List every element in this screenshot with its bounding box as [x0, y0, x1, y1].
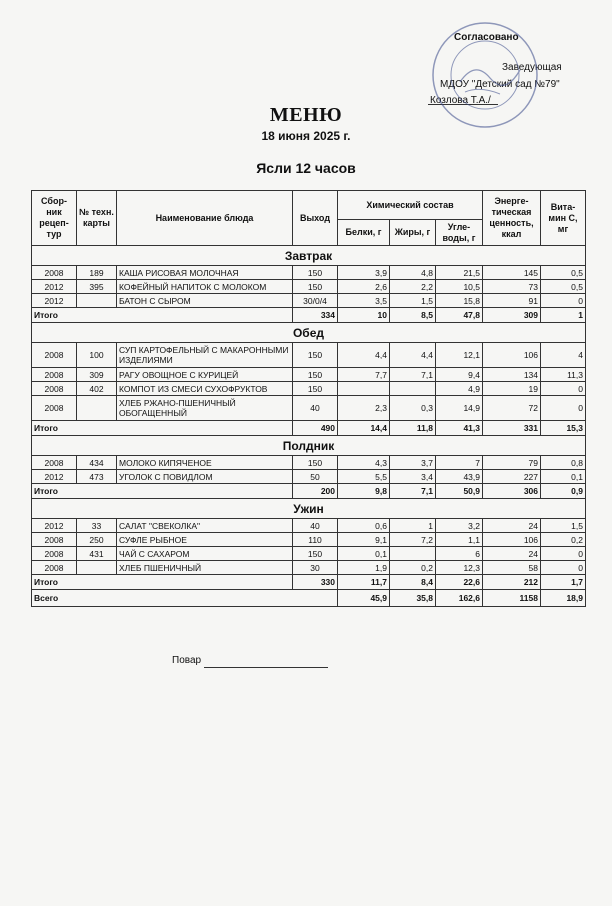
dish-output: 110	[293, 533, 338, 547]
energy-value: 72	[483, 396, 541, 421]
recipe-collection: 2008	[32, 382, 77, 396]
total-energy: 212	[483, 575, 541, 590]
tech-card-number	[77, 396, 117, 421]
grand-total-vitamin: 18,9	[541, 590, 586, 607]
menu-table	[31, 190, 586, 607]
dish-output: 150	[293, 368, 338, 382]
fat-value: 7,1	[390, 368, 436, 382]
dish-output: 30/0/4	[293, 294, 338, 308]
total-carbs: 47,8	[436, 308, 483, 323]
fat-value: 0,3	[390, 396, 436, 421]
dish-output: 150	[293, 547, 338, 561]
vitamin-value: 0	[541, 547, 586, 561]
total-energy: 306	[483, 484, 541, 499]
table-row	[32, 533, 586, 547]
col-energy: Энерге-тическая ценность, ккал	[483, 191, 541, 246]
total-carbs: 41,3	[436, 421, 483, 436]
col-chem: Химический состав	[338, 191, 483, 220]
dish-name: СУФЛЕ РЫБНОЕ	[117, 533, 293, 547]
recipe-collection: 2008	[32, 343, 77, 368]
protein-value: 5,5	[338, 470, 390, 484]
fat-value: 7,2	[390, 533, 436, 547]
table-row	[32, 470, 586, 484]
protein-value: 0,6	[338, 519, 390, 533]
fat-value: 3,7	[390, 456, 436, 470]
protein-value: 2,3	[338, 396, 390, 421]
energy-value: 134	[483, 368, 541, 382]
table-row	[32, 280, 586, 294]
dish-name: РАГУ ОВОЩНОЕ С КУРИЦЕЙ	[117, 368, 293, 382]
energy-value: 227	[483, 470, 541, 484]
total-label: Итого	[32, 484, 293, 499]
recipe-collection: 2012	[32, 470, 77, 484]
dish-output: 150	[293, 382, 338, 396]
recipe-collection: 2008	[32, 456, 77, 470]
protein-value: 1,9	[338, 561, 390, 575]
tech-card-number: 402	[77, 382, 117, 396]
col-fat: Жиры, г	[390, 220, 436, 246]
dish-output: 40	[293, 519, 338, 533]
total-fat: 8,4	[390, 575, 436, 590]
section-header	[32, 246, 586, 266]
total-vitamin: 1,7	[541, 575, 586, 590]
carbs-value: 12,3	[436, 561, 483, 575]
vitamin-value: 0	[541, 382, 586, 396]
tech-card-number: 309	[77, 368, 117, 382]
grand-total-protein: 45,9	[338, 590, 390, 607]
carbs-value: 14,9	[436, 396, 483, 421]
carbs-value: 21,5	[436, 266, 483, 280]
table-row	[32, 547, 586, 561]
energy-value: 19	[483, 382, 541, 396]
energy-value: 24	[483, 547, 541, 561]
fat-value	[390, 547, 436, 561]
vitamin-value: 4	[541, 343, 586, 368]
total-carbs: 50,9	[436, 484, 483, 499]
tech-card-number: 434	[77, 456, 117, 470]
approval-title: Согласовано	[454, 32, 519, 43]
fat-value: 0,2	[390, 561, 436, 575]
fat-value: 2,2	[390, 280, 436, 294]
recipe-collection: 2008	[32, 533, 77, 547]
dish-name: ЧАЙ С САХАРОМ	[117, 547, 293, 561]
section-title: Обед	[32, 323, 586, 343]
carbs-value: 12,1	[436, 343, 483, 368]
fat-value: 3,4	[390, 470, 436, 484]
dish-output: 150	[293, 343, 338, 368]
vitamin-value: 0	[541, 396, 586, 421]
energy-value: 106	[483, 343, 541, 368]
recipe-collection: 2008	[32, 396, 77, 421]
total-label: Итого	[32, 575, 293, 590]
section-title: Полдник	[32, 436, 586, 456]
section-header	[32, 323, 586, 343]
total-output: 200	[293, 484, 338, 499]
carbs-value: 10,5	[436, 280, 483, 294]
grand-total-carbs: 162,6	[436, 590, 483, 607]
total-fat: 7,1	[390, 484, 436, 499]
dish-output: 150	[293, 266, 338, 280]
carbs-value: 9,4	[436, 368, 483, 382]
grand-total-row	[32, 590, 586, 607]
table-row	[32, 561, 586, 575]
carbs-value: 15,8	[436, 294, 483, 308]
tech-card-number: 395	[77, 280, 117, 294]
energy-value: 145	[483, 266, 541, 280]
page-title: МЕНЮ	[269, 104, 343, 126]
total-label: Итого	[32, 421, 293, 436]
section-header	[32, 436, 586, 456]
fat-value: 4,8	[390, 266, 436, 280]
tech-card-number: 33	[77, 519, 117, 533]
protein-value: 4,3	[338, 456, 390, 470]
col-vitamin: Вита-мин С, мг	[541, 191, 586, 246]
cook-signature-line	[204, 667, 328, 668]
protein-value: 3,5	[338, 294, 390, 308]
energy-value: 73	[483, 280, 541, 294]
section-total-row	[32, 308, 586, 323]
total-vitamin: 0,9	[541, 484, 586, 499]
protein-value: 2,6	[338, 280, 390, 294]
total-vitamin: 1	[541, 308, 586, 323]
vitamin-value: 0	[541, 561, 586, 575]
tech-card-number: 100	[77, 343, 117, 368]
vitamin-value: 0	[541, 294, 586, 308]
vitamin-value: 0,2	[541, 533, 586, 547]
dish-name: УГОЛОК С ПОВИДЛОМ	[117, 470, 293, 484]
vitamin-value: 0,1	[541, 470, 586, 484]
menu-date: 18 июня 2025 г.	[261, 129, 351, 143]
tech-card-number: 431	[77, 547, 117, 561]
dish-name: ХЛЕБ РЖАНО-ПШЕНИЧНЫЙ ОБОГАЩЕННЫЙ	[117, 396, 293, 421]
table-row	[32, 456, 586, 470]
cook-label: Повар	[172, 655, 202, 666]
section-total-row	[32, 421, 586, 436]
tech-card-number: 473	[77, 470, 117, 484]
protein-value: 3,9	[338, 266, 390, 280]
dish-output: 150	[293, 280, 338, 294]
tech-card-number	[77, 294, 117, 308]
vitamin-value: 11,3	[541, 368, 586, 382]
total-fat: 11,8	[390, 421, 436, 436]
dish-output: 150	[293, 456, 338, 470]
dish-name: СУП КАРТОФЕЛЬНЫЙ С МАКАРОННЫМИ ИЗДЕЛИЯМИ	[117, 343, 293, 368]
table-row	[32, 382, 586, 396]
protein-value: 4,4	[338, 343, 390, 368]
section-header	[32, 499, 586, 519]
dish-output: 30	[293, 561, 338, 575]
energy-value: 24	[483, 519, 541, 533]
total-energy: 309	[483, 308, 541, 323]
recipe-collection: 2008	[32, 368, 77, 382]
recipe-collection: 2008	[32, 266, 77, 280]
protein-value: 7,7	[338, 368, 390, 382]
energy-value: 91	[483, 294, 541, 308]
carbs-value: 7	[436, 456, 483, 470]
fat-value	[390, 382, 436, 396]
col-collection: Сбор-ник рецеп-тур	[32, 191, 77, 246]
vitamin-value: 0,5	[541, 280, 586, 294]
protein-value: 9,1	[338, 533, 390, 547]
col-output: Выход	[293, 191, 338, 246]
total-label: Итого	[32, 308, 293, 323]
section-title: Ужин	[32, 499, 586, 519]
table-row	[32, 294, 586, 308]
section-total-row	[32, 575, 586, 590]
section-title: Завтрак	[32, 246, 586, 266]
grand-total-energy: 1158	[483, 590, 541, 607]
table-row	[32, 266, 586, 280]
dish-name: КАША РИСОВАЯ МОЛОЧНАЯ	[117, 266, 293, 280]
recipe-collection: 2008	[32, 561, 77, 575]
menu-body	[32, 246, 586, 607]
dish-name: КОФЕЙНЫЙ НАПИТОК С МОЛОКОМ	[117, 280, 293, 294]
vitamin-value: 0,8	[541, 456, 586, 470]
carbs-value: 4,9	[436, 382, 483, 396]
energy-value: 106	[483, 533, 541, 547]
recipe-collection: 2012	[32, 280, 77, 294]
total-protein: 14,4	[338, 421, 390, 436]
fat-value: 1	[390, 519, 436, 533]
approval-position: Заведующая	[502, 62, 562, 73]
col-name: Наименование блюда	[117, 191, 293, 246]
dish-output: 50	[293, 470, 338, 484]
table-row	[32, 368, 586, 382]
col-card: № техн. карты	[77, 191, 117, 246]
vitamin-value: 1,5	[541, 519, 586, 533]
tech-card-number: 250	[77, 533, 117, 547]
energy-value: 79	[483, 456, 541, 470]
carbs-value: 6	[436, 547, 483, 561]
section-total-row	[32, 484, 586, 499]
col-carbs: Угле-воды, г	[436, 220, 483, 246]
approval-organization: МДОУ "Детский сад №79"	[440, 79, 560, 90]
approval-signer: Козлова Т.А./	[430, 95, 491, 106]
table-row	[32, 396, 586, 421]
tech-card-number: 189	[77, 266, 117, 280]
total-fat: 8,5	[390, 308, 436, 323]
tech-card-number	[77, 561, 117, 575]
table-row	[32, 343, 586, 368]
carbs-value: 3,2	[436, 519, 483, 533]
carbs-value: 43,9	[436, 470, 483, 484]
fat-value: 1,5	[390, 294, 436, 308]
total-output: 334	[293, 308, 338, 323]
table-row	[32, 519, 586, 533]
dish-name: МОЛОКО КИПЯЧЕНОЕ	[117, 456, 293, 470]
total-output: 330	[293, 575, 338, 590]
dish-name: ХЛЕБ ПШЕНИЧНЫЙ	[117, 561, 293, 575]
total-energy: 331	[483, 421, 541, 436]
recipe-collection: 2012	[32, 294, 77, 308]
recipe-collection: 2008	[32, 547, 77, 561]
total-output: 490	[293, 421, 338, 436]
grand-total-fat: 35,8	[390, 590, 436, 607]
grand-total-label: Всего	[32, 590, 338, 607]
protein-value	[338, 382, 390, 396]
recipe-collection: 2012	[32, 519, 77, 533]
dish-name: САЛАТ "СВЕКОЛКА"	[117, 519, 293, 533]
col-protein: Белки, г	[338, 220, 390, 246]
dish-name: КОМПОТ ИЗ СМЕСИ СУХОФРУКТОВ	[117, 382, 293, 396]
protein-value: 0,1	[338, 547, 390, 561]
fat-value: 4,4	[390, 343, 436, 368]
total-vitamin: 15,3	[541, 421, 586, 436]
total-protein: 9,8	[338, 484, 390, 499]
total-protein: 10	[338, 308, 390, 323]
total-protein: 11,7	[338, 575, 390, 590]
energy-value: 58	[483, 561, 541, 575]
vitamin-value: 0,5	[541, 266, 586, 280]
total-carbs: 22,6	[436, 575, 483, 590]
menu-group: Ясли 12 часов	[256, 160, 356, 176]
carbs-value: 1,1	[436, 533, 483, 547]
dish-output: 40	[293, 396, 338, 421]
dish-name: БАТОН С СЫРОМ	[117, 294, 293, 308]
